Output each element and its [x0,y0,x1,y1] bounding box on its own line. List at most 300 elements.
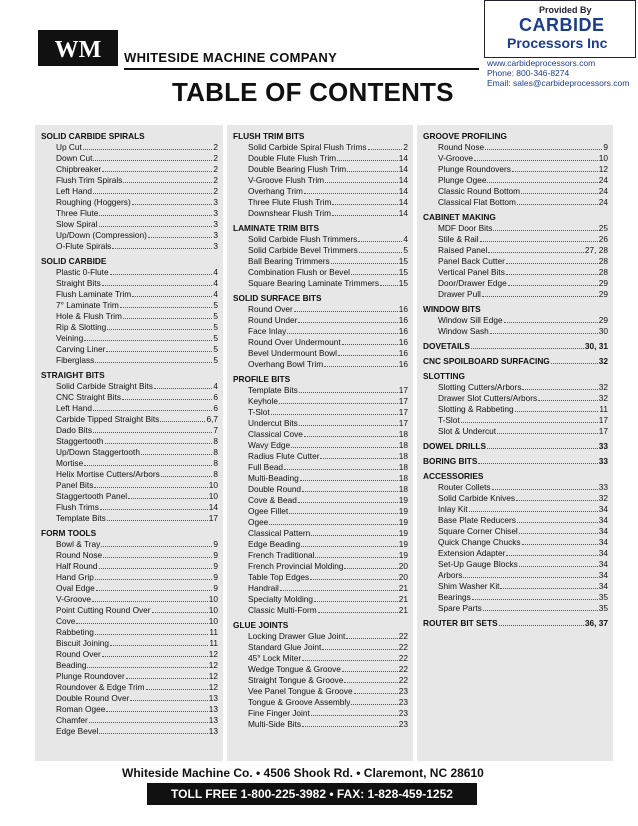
toc-entry[interactable] [41,550,218,561]
dot-leader [93,193,212,194]
toc-entry[interactable] [41,344,218,355]
toc-entry[interactable] [41,186,218,197]
dot-leader [152,612,208,613]
toc-page-number: 12 [598,164,608,174]
toc-entry-label: Fine Finger Joint [248,708,310,718]
dot-leader [492,489,598,490]
toc-entry[interactable] [233,418,408,429]
dot-leader [469,511,598,512]
dot-leader [512,171,598,172]
toc-entry[interactable] [233,153,408,164]
dot-leader [461,422,598,423]
toc-page-number: 12 [208,682,218,692]
toc-entry[interactable] [423,153,608,164]
toc-entry[interactable] [423,570,608,581]
toc-page-number: 9 [213,583,218,593]
toc-entry[interactable] [233,315,408,326]
toc-entry[interactable] [233,539,408,550]
toc-entry[interactable] [423,415,608,426]
toc-page-number: 35 [598,603,608,613]
dot-leader [122,399,212,400]
toc-entry-label: Beading [56,660,87,670]
toc-page-number: 3 [213,230,218,240]
toc-entry-label: Stile & Rail [438,234,479,244]
toc-page-number: 5 [403,245,408,255]
toc-page-number: 9 [213,550,218,560]
toc-entry-label: MDF Door Bits [438,223,493,233]
distributor-name-line2: Processors Inc [507,35,608,51]
toc-entry[interactable] [233,385,408,396]
toc-entry-label: Flush Laminate Trim [56,289,132,299]
toc-page-number: 12 [208,671,218,681]
toc-entry[interactable] [41,447,218,458]
toc-entry[interactable] [41,638,218,649]
toc-entry[interactable] [41,300,218,311]
toc-entry[interactable] [423,197,608,208]
dot-leader [96,590,213,591]
toc-entry[interactable] [233,337,408,348]
toc-entry[interactable] [233,473,408,484]
dot-leader [298,502,398,503]
toc-entry-label: Ogee [248,517,269,527]
dot-leader [132,296,212,297]
toc-page-number: 18 [398,429,408,439]
toc-entry-label: Set-Up Gauge Blocks [438,559,518,569]
toc-entry[interactable] [233,495,408,506]
dot-leader [89,722,208,723]
toc-page-number: 8 [213,436,218,446]
toc-page-number: 4 [213,278,218,288]
dot-leader [95,634,209,635]
toc-entry[interactable] [233,664,408,675]
dot-leader [474,160,598,161]
toc-entry-label: Quick Change Chucks [438,537,521,547]
distributor-email[interactable]: Email: sales@carbideprocessors.com [487,78,630,88]
toc-entry[interactable] [423,186,608,197]
toc-entry-label: Vertical Panel Bits [438,267,505,277]
toc-entry[interactable] [41,175,218,186]
toc-entry-label: Roughing (Hoggers) [56,197,131,207]
toc-entry[interactable] [423,581,608,592]
toc-page-number: 8 [213,447,218,457]
toc-entry-label: Bearings [438,592,471,602]
toc-section [41,370,218,524]
toc-entry-label: Keyhole [248,396,278,406]
toc-entry[interactable] [233,719,408,730]
toc-entry[interactable] [41,704,218,715]
toc-entry[interactable] [423,548,608,559]
toc-entry[interactable] [423,245,608,256]
toc-entry-label: Cove & Bead [248,495,297,505]
toc-entry[interactable] [233,484,408,495]
toc-section-heading[interactable] [423,618,608,629]
toc-entry[interactable] [423,482,608,493]
dot-leader [99,568,213,569]
toc-section [423,371,608,437]
toc-entry[interactable] [423,603,608,614]
toc-entry[interactable] [41,693,218,704]
toc-page-number: 17 [598,426,608,436]
toc-entry[interactable] [41,425,218,436]
dot-leader [322,649,397,650]
toc-entry-label: Roundover & Edge Trim [56,682,145,692]
toc-entry[interactable] [233,517,408,528]
dot-leader [538,400,598,401]
toc-entry-label: Plunge Roundovers [438,164,511,174]
toc-page-number: 2 [213,164,218,174]
toc-entry[interactable] [233,245,408,256]
toc-page-number: 26 [598,234,608,244]
toc-page-number: 5 [213,344,218,354]
dot-leader [315,557,397,558]
toc-entry[interactable] [41,278,218,289]
toc-entry[interactable] [233,234,408,245]
toc-entry[interactable] [233,348,408,359]
toc-entry[interactable] [423,175,608,186]
toc-entry[interactable] [41,480,218,491]
toc-page-number: 10 [208,491,218,501]
toc-entry-label: V-Groove [438,153,474,163]
toc-entry[interactable] [41,142,218,153]
toc-entry[interactable] [233,142,408,153]
dot-leader [480,241,598,242]
toc-page-number: 24 [598,175,608,185]
toc-entry[interactable] [233,675,408,686]
toc-entry[interactable] [233,561,408,572]
toc-entry[interactable] [41,627,218,638]
toc-entry[interactable] [41,513,218,524]
toc-page-number: 3 [213,241,218,251]
toc-page-number: 14 [398,197,408,207]
toc-entry[interactable] [41,491,218,502]
toc-entry[interactable] [423,526,608,537]
dot-leader [344,682,397,683]
toc-entry[interactable] [233,594,408,605]
toc-section-heading: FLUSH TRIM BITS [233,131,305,141]
toc-entry-label: Veining [56,333,84,343]
toc-entry[interactable] [41,458,218,469]
toc-entry[interactable] [41,561,218,572]
toc-entry[interactable] [233,208,408,219]
toc-entry[interactable] [233,256,408,267]
dot-leader [95,362,212,363]
toc-entry-label: French Traditional [248,550,315,560]
toc-entry[interactable] [423,504,608,515]
toc-page-number: 7 [213,425,218,435]
dot-leader [269,524,397,525]
toc-entry-label: Standard Glue Joint [248,642,322,652]
toc-page-number: 36, 37 [584,618,608,628]
toc-page-number: 23 [398,719,408,729]
toc-entry-label: Plastic 0-Flute [56,267,109,277]
toc-entry[interactable] [423,426,608,437]
toc-entry[interactable] [41,502,218,513]
toc-entry[interactable] [41,671,218,682]
company-logo [38,30,118,66]
toc-section [41,256,218,366]
toc-entry[interactable] [41,219,218,230]
dot-leader [332,204,397,205]
toc-entry[interactable] [41,355,218,366]
toc-entry[interactable] [423,559,608,570]
toc-entry[interactable] [41,583,218,594]
toc-page-number: 13 [208,726,218,736]
provided-by: Provided By [539,5,592,15]
toc-page-number: 11 [599,404,608,414]
toc-entry[interactable] [41,197,218,208]
toc-entry[interactable] [41,436,218,447]
dot-leader [105,443,213,444]
dot-leader [516,500,598,501]
toc-page-number: 14 [208,502,218,512]
toc-entry-label: Slotting Cutters/Arbors [438,382,522,392]
dot-leader [318,612,398,613]
toc-page-number: 20 [398,561,408,571]
toc-page-number: 28 [598,267,608,277]
dot-leader [106,351,212,352]
toc-entry[interactable] [233,550,408,561]
toc-entry[interactable] [423,493,608,504]
toc-entry[interactable] [233,605,408,616]
toc-entry-label: Round Nose [56,550,103,560]
toc-entry-label: Classical Pattern [248,528,311,538]
toc-section-heading[interactable] [423,456,608,467]
toc-entry[interactable] [41,605,218,616]
toc-page-number: 34 [598,515,608,525]
toc-entry[interactable] [233,396,408,407]
toc-entry[interactable] [423,289,608,300]
toc-entry-label: Half Round [56,561,98,571]
toc-entry-label: Drawer Pull [438,289,481,299]
toc-entry-label: Door/Drawer Edge [438,278,507,288]
toc-entry[interactable] [233,326,408,337]
toc-entry[interactable] [41,469,218,480]
toc-entry-label: Radius Flute Cutter [248,451,320,461]
toc-entry-label: CNC Straight Bits [56,392,122,402]
dot-leader [110,645,208,646]
toc-entry[interactable] [41,649,218,660]
toc-entry[interactable] [41,715,218,726]
toc-page-number: 15 [398,267,408,277]
dot-leader [148,237,213,238]
toc-entry[interactable] [233,686,408,697]
dot-leader [126,678,208,679]
toc-entry[interactable] [41,392,218,403]
toc-page-number: 16 [398,326,408,336]
toc-entry[interactable] [41,241,218,252]
dot-leader [519,533,598,534]
toc-entry[interactable] [233,304,408,315]
dot-leader [380,285,398,286]
toc-entry[interactable] [41,164,218,175]
toc-entry[interactable] [423,592,608,603]
toc-entry-label: Classical Flat Bottom [438,197,516,207]
toc-entry[interactable] [233,451,408,462]
dot-leader [521,193,598,194]
toc-entry-label: Shim Washer Kit [438,581,500,591]
toc-entry-label: Base Plate Reducers [438,515,516,525]
toc-page-number: 22 [398,642,408,652]
dot-leader [337,160,398,161]
toc-page-number: 33 [598,482,608,492]
dot-leader [132,204,213,205]
toc-entry-label: Solid Carbide Bevel Trimmers [248,245,358,255]
toc-entry[interactable] [41,289,218,300]
toc-section-heading[interactable] [423,356,608,367]
toc-entry-label: Ball Bearing Trimmers [248,256,330,266]
toc-entry-label: Edge Bevel [56,726,99,736]
dot-leader [130,700,207,701]
toc-entry-label: Drawer Slot Cutters/Arbors [438,393,538,403]
toc-entry[interactable] [41,208,218,219]
distributor-name-line1: CARBIDE [519,15,605,35]
dot-leader [342,344,398,345]
toc-section-heading[interactable] [423,341,608,352]
toc-section-heading: CABINET MAKING [423,212,496,222]
toc-entry[interactable] [233,642,408,653]
toc-entry[interactable] [233,267,408,278]
dot-leader [102,285,213,286]
toc-entry[interactable] [41,572,218,583]
toc-entry[interactable] [233,429,408,440]
toc-entry[interactable] [233,506,408,517]
toc-entry[interactable] [41,230,218,241]
dot-leader [346,638,397,639]
toc-page-number: 8 [213,469,218,479]
toc-entry[interactable] [423,234,608,245]
toc-entry[interactable] [41,333,218,344]
toc-entry[interactable] [41,660,218,671]
dot-leader [128,498,208,499]
toc-entry[interactable] [423,267,608,278]
toc-page-number: 9 [213,572,218,582]
toc-entry[interactable] [41,381,218,392]
toc-entry[interactable] [423,382,608,393]
toc-entry-label: Square Bearing Laminate Trimmers [248,278,379,288]
toc-entry[interactable] [41,594,218,605]
toc-page-number: 11 [209,627,218,637]
toc-entry[interactable] [423,278,608,289]
toc-page-number: 17 [598,415,608,425]
toc-entry[interactable] [233,462,408,473]
toc-entry[interactable] [233,407,408,418]
dot-leader [92,601,208,602]
toc-page-number: 23 [398,697,408,707]
page-title: TABLE OF CONTENTS [172,77,454,107]
toc-entry[interactable] [233,164,408,175]
toc-entry[interactable] [41,682,218,693]
toc-entry-label: Up/Down Staggertooth [56,447,140,457]
toc-entry[interactable] [233,197,408,208]
dot-leader [93,410,212,411]
toc-entry[interactable] [41,726,218,737]
toc-section [233,374,408,616]
distributor-promo [484,0,638,98]
distributor-contact [487,58,629,88]
toc-entry-label: Combination Flush or Bevel [248,267,350,277]
toc-entry[interactable] [233,186,408,197]
toc-section-heading[interactable] [423,441,608,452]
toc-entry[interactable] [41,311,218,322]
toc-entry[interactable] [423,164,608,175]
toc-page-number: 10 [208,480,218,490]
toc-entry[interactable] [233,708,408,719]
toc-entry[interactable] [41,616,218,627]
toc-page-number: 29 [598,278,608,288]
toc-entry[interactable] [233,175,408,186]
toc-entry[interactable] [41,153,218,164]
toc-entry[interactable] [423,326,608,337]
dot-leader [99,215,212,216]
toc-entry-label: Full Bead [248,462,284,472]
toc-entry-label: Bowl & Tray [56,539,101,549]
dot-leader [112,248,212,249]
toc-entry[interactable] [233,278,408,289]
toc-page-number: 8 [213,458,218,468]
toc-page-number: 29 [598,289,608,299]
toc-entry[interactable] [233,528,408,539]
toc-entry[interactable] [423,315,608,326]
toc-entry[interactable] [423,142,608,153]
toc-page-number: 33 [598,456,608,466]
toc-entry[interactable] [233,653,408,664]
toc-entry-label: Staggertooth [56,436,104,446]
toc-entry[interactable] [233,697,408,708]
toc-column-1 [35,125,223,761]
dot-leader [311,535,398,536]
toc-entry[interactable] [41,322,218,333]
toc-entry-label: Arbors [438,570,463,580]
dot-leader [83,149,213,150]
toc-entry[interactable] [41,403,218,414]
toc-entry[interactable] [41,267,218,278]
toc-page-number: 4 [403,234,408,244]
toc-entry[interactable] [233,359,408,370]
dot-leader [487,182,597,183]
dot-leader [298,322,397,323]
dot-leader [299,392,398,393]
dot-leader [506,263,598,264]
distributor-website[interactable]: www.carbideprocessors.com [487,58,596,68]
toc-page-number: 25 [598,223,608,233]
toc-entry[interactable] [423,393,608,404]
toc-entry[interactable] [233,631,408,642]
toc-entry-label: Round Over [248,304,293,314]
toc-entry-label: Solid Carbide Spiral Flush Trims [248,142,367,152]
dot-leader [478,463,597,464]
dot-leader [76,623,207,624]
toc-entry[interactable] [41,539,218,550]
toc-page-number: 22 [398,675,408,685]
toc-entry[interactable] [41,414,218,425]
toc-entry[interactable] [423,515,608,526]
toc-entry[interactable] [423,223,608,234]
toc-page-number: 21 [398,594,408,604]
toc-entry[interactable] [423,404,608,415]
toc-entry[interactable] [233,440,408,451]
dot-leader [517,204,598,205]
toc-entry[interactable] [233,583,408,594]
dot-leader [84,340,212,341]
toc-entry[interactable] [233,572,408,583]
dot-leader [291,447,398,448]
toc-page-number: 14 [398,175,408,185]
toc-entry[interactable] [423,256,608,267]
dot-leader [519,566,598,567]
dot-leader [483,610,598,611]
toc-page-number: 5 [213,300,218,310]
toc-entry[interactable] [423,537,608,548]
